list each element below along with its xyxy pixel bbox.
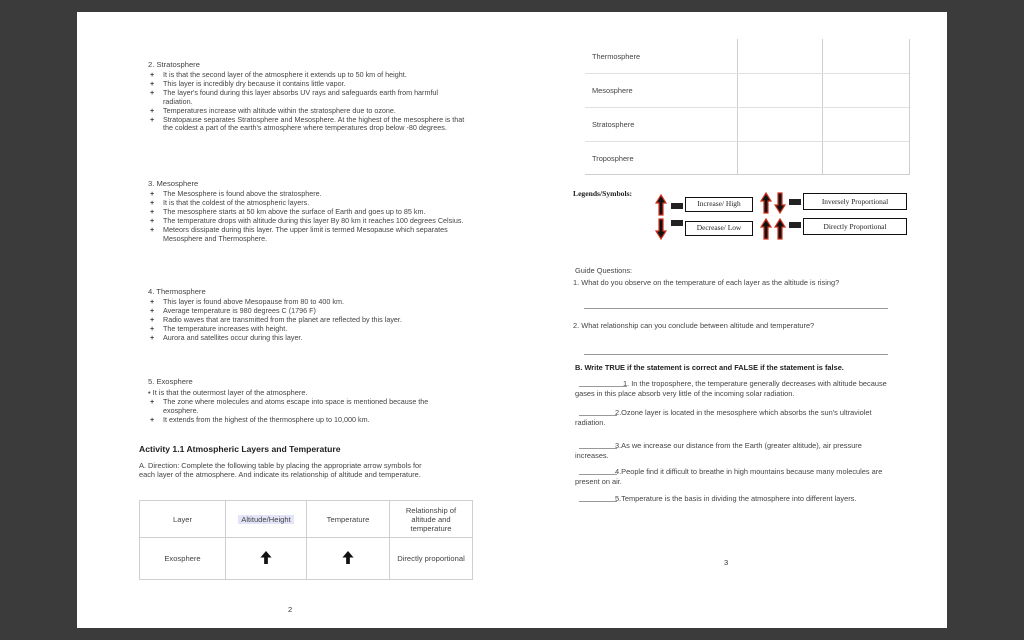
list-item: + The temperature increases with height.: [148, 325, 448, 334]
answer-line[interactable]: [584, 354, 888, 355]
list-item: + The Mesosphere is found above the stratosphere.: [148, 190, 466, 199]
document-spread: [77, 12, 947, 628]
list-item: + The temperature drops with altitude during this layer By 80 km it reaches 100 degrees Celsius.: [148, 217, 466, 226]
section-b-title: B. Write TRUE if the statement is correct and FALSE if the statement is false.: [575, 363, 844, 372]
inverse-arrows-icon: [760, 192, 786, 214]
exosphere-list: [148, 398, 448, 425]
legend-inverse: Inversely Proportional: [803, 193, 907, 210]
legend-bar: [671, 220, 683, 226]
table-header-row: [140, 501, 473, 538]
header-temperature: Temperature: [307, 501, 390, 538]
list-item: + The zone where molecules and atoms escape into space is mentioned because the exosphere.: [148, 398, 448, 416]
guide-question-1: 1. What do you observe on the temperature of each layer as the altitude is rising?: [573, 278, 840, 287]
header-relationship: Relationship of altitude and temperature: [390, 501, 473, 538]
legend-bar: [789, 222, 801, 228]
page-number-right: 3: [724, 558, 729, 567]
list-item: + This layer is incredibly dry because it contains little vapor.: [148, 80, 466, 89]
list-item: + It extends from the highest of the thermosphere up to 10,000 km.: [148, 416, 448, 425]
list-item: + It is that the second layer of the atmosphere it extends up to 50 km of height.: [148, 71, 466, 80]
answer-line[interactable]: [584, 308, 888, 309]
list-item: + Meteors dissipate during this layer. The upper limit is termed Mesopause which separates Mesosphere and Thermosphere.: [148, 226, 466, 244]
legend-bar: [671, 203, 683, 209]
layer-thermosphere: Thermosphere: [592, 52, 641, 61]
altitude-temperature-table: [139, 500, 473, 580]
list-item: + It is that the coldest of the atmospheric layers.: [148, 199, 466, 208]
guide-question-2: 2. What relationship can you conclude between altitude and temperature?: [573, 321, 815, 330]
legend-decrease: Decrease/ Low: [685, 221, 753, 236]
cell-temperature[interactable]: [307, 538, 390, 580]
stratosphere-list: [148, 71, 466, 133]
cell-altitude[interactable]: [226, 538, 307, 580]
list-item: + The mesosphere starts at 50 km above the surface of Earth and goes up to 85 km.: [148, 208, 466, 217]
statement-1: 1. In the troposphere, the temperature generally decreases with altitude because gases in this place absorb very little of the incoming solar radiation.: [575, 379, 887, 398]
row-divider: [585, 73, 909, 74]
stratosphere-title: 2. Stratosphere: [148, 60, 200, 69]
layer-mesosphere: Mesosphere: [592, 86, 633, 95]
thermosphere-title: 4. Thermosphere: [148, 287, 206, 296]
cell-relationship: Directly proportional: [390, 538, 473, 580]
layers-table: [585, 39, 910, 175]
thermosphere-list: [148, 298, 448, 343]
statement-2: 2.Ozone layer is located in the mesosphere which absorbs the sun's ultraviolet radiation.: [575, 408, 872, 427]
arrow-up-icon: [260, 551, 272, 564]
arrow-down-red-icon: [655, 218, 667, 240]
row-divider: [585, 141, 909, 142]
mesosphere-list: [148, 190, 466, 243]
list-item: + Aurora and satellites occur during this layer.: [148, 334, 448, 343]
legend-label: Legends/Symbols:: [573, 189, 633, 198]
row-divider: [585, 107, 909, 108]
arrow-up-red-icon: [655, 194, 667, 216]
cell-layer: Exosphere: [140, 538, 226, 580]
statement-5: 5.Temperature is the basis in dividing the atmosphere into different layers.: [615, 494, 857, 503]
mesosphere-title: 3. Mesosphere: [148, 179, 199, 188]
list-item: + Radio waves that are transmitted from the planet are reflected by this layer.: [148, 316, 448, 325]
page-number-left: 2: [288, 605, 293, 614]
arrow-up-icon: [342, 551, 354, 564]
activity-title: Activity 1.1 Atmospheric Layers and Temperature: [139, 444, 341, 454]
statement-4: 4.People find it difficult to breathe in high mountains because many molecules are present on air.: [575, 467, 883, 486]
list-item: + Stratopause separates Stratosphere and Mesosphere. At the highest of the mesosphere is that the coldest a part of the earth's atmosphere where temperatures drop below -80 degrees.: [148, 116, 466, 134]
header-altitude: Altitude/Height: [226, 501, 307, 538]
legend-increase: Increase/ High: [685, 197, 753, 212]
layer-troposphere: Troposphere: [592, 154, 634, 163]
legend-bar: [789, 199, 801, 205]
exosphere-line-1: • It is that the outermost layer of the atmosphere.: [148, 388, 308, 397]
exosphere-title: 5. Exosphere: [148, 377, 193, 386]
list-item: + The layer's found during this layer absorbs UV rays and safeguards earth from harmful radiation.: [148, 89, 466, 107]
activity-direction: A. Direction: Complete the following table by placing the appropriate arrow symbols for each layer of the atmosphere. And indicate its relationship of altitude and temperature.: [139, 461, 422, 480]
header-layer: Layer: [140, 501, 226, 538]
table-row: [140, 538, 473, 580]
statement-3: 3.As we increase our distance from the Earth (greater altitude), air pressure increases.: [575, 441, 862, 460]
list-item: + Average temperature is 980 degrees C (1796 F): [148, 307, 448, 316]
layer-stratosphere: Stratosphere: [592, 120, 635, 129]
legend-direct: Directly Proportional: [803, 218, 907, 235]
list-item: + This layer is found above Mesopause from 80 to 400 km.: [148, 298, 448, 307]
guide-title: Guide Questions:: [575, 266, 633, 275]
direct-arrows-icon: [760, 218, 786, 240]
list-item: + Temperatures increase with altitude within the stratosphere due to ozone.: [148, 107, 466, 116]
